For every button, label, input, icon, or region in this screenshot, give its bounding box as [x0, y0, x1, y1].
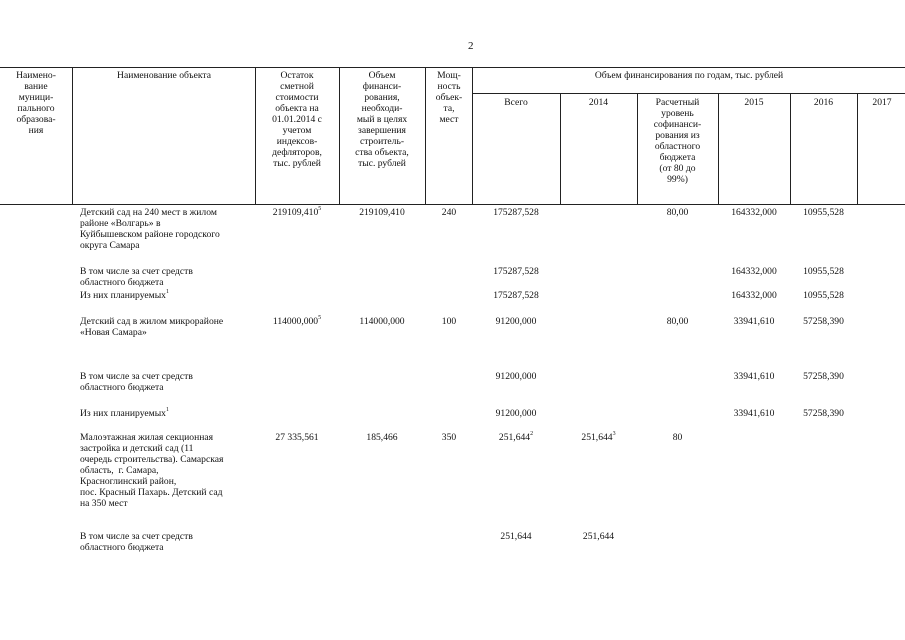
- col-divider-5: [472, 67, 473, 204]
- header-financing-volume: Объем финанси- рования, необходи- мый в целях завершения строитель- ства объекта, тыс. рублей: [355, 70, 409, 169]
- row-1-2016: 10955,528: [803, 207, 844, 218]
- col-divider-2: [255, 67, 256, 204]
- row-1-capacity: 240: [441, 207, 457, 218]
- col-divider-3: [339, 67, 340, 204]
- row-8-object-name: В том числе за счет средств областного бюджета: [80, 531, 193, 553]
- col-divider-1: [72, 67, 73, 204]
- header-object-name: Наименование объекта: [117, 70, 211, 81]
- row-7-financing-need: 185,466: [366, 432, 398, 443]
- row-4-object-name: Детский сад в жилом микрорайоне «Новая Самара»: [80, 316, 224, 338]
- row-2-total: 175287,528: [493, 266, 539, 277]
- row-2-object-name: В том числе за счет средств областного бюджета: [80, 266, 193, 288]
- row-1-cofinancing-rate: 80,00: [666, 207, 689, 218]
- row-6-2015: 33941,610: [733, 408, 775, 419]
- row-3-total: 175287,528: [493, 290, 539, 301]
- row-7-2014: 251,644$^3$: [581, 430, 616, 443]
- header-municipality: Наимено- вание муници- пального образова- ния: [16, 70, 56, 136]
- row-2-2015: 164332,000: [731, 266, 777, 277]
- col-divider-10: [857, 93, 858, 204]
- row-4-cofinancing-rate: 80,00: [666, 316, 689, 327]
- row-5-total: 91200,000: [495, 371, 537, 382]
- row-1-2015: 164332,000: [731, 207, 777, 218]
- row-7-remaining-cost: 27 335,561: [275, 432, 319, 443]
- col-divider-7: [637, 93, 638, 204]
- row-3-object-name: Из них планируемых$^1$: [80, 288, 169, 301]
- years-sub-rule: [472, 93, 905, 94]
- row-3-2016: 10955,528: [803, 290, 844, 301]
- col-divider-4: [425, 67, 426, 204]
- header-2014: 2014: [588, 97, 609, 108]
- row-5-2016: 57258,390: [803, 371, 844, 382]
- row-5-2015: 33941,610: [733, 371, 775, 382]
- header-capacity: Мощ- ность объек- та, мест: [435, 70, 463, 125]
- header-cofinancing: Расчетный уровень софинанси- рования из областного бюджета (от 80 до 99%): [653, 97, 702, 185]
- header-total: Всего: [504, 97, 528, 108]
- page-number: 2: [468, 40, 474, 52]
- row-6-2016: 57258,390: [803, 408, 844, 419]
- row-4-2015: 33941,610: [733, 316, 775, 327]
- header-2017: 2017: [872, 97, 892, 108]
- row-7-object-name: Малоэтажная жилая секционная застройка и детский сад (11 очередь строительства). Самарская область, г. Самара, Красноглинский район, пос. Красный Пахарь. Детский сад на 350 мест: [80, 432, 224, 509]
- row-7-cofinancing-rate: 80: [672, 432, 683, 443]
- header-2016: 2016: [813, 97, 834, 108]
- row-2-2016: 10955,528: [803, 266, 844, 277]
- row-4-2016: 57258,390: [803, 316, 844, 327]
- row-4-remaining-cost: 114000,000$^5$: [272, 314, 322, 327]
- col-divider-6: [560, 93, 561, 204]
- row-1-object-name: Детский сад на 240 мест в жилом районе «Волгарь» в Куйбышевском районе городского округа Самара: [80, 207, 220, 251]
- row-1-remaining-cost: 219109,410$^5$: [272, 205, 322, 218]
- row-7-capacity: 350: [441, 432, 457, 443]
- row-3-2015: 164332,000: [731, 290, 777, 301]
- row-7-total: 251,644$^2$: [498, 430, 534, 443]
- row-1-total: 175287,528: [493, 207, 539, 218]
- header-2015: 2015: [744, 97, 764, 108]
- row-1-financing-need: 219109,410: [359, 207, 405, 218]
- header-bottom-rule: [0, 204, 905, 205]
- row-4-capacity: 100: [441, 316, 457, 327]
- header-by-years: Объем финансирования по годам, тыс. рублей: [594, 70, 784, 81]
- row-8-total: 251,644: [500, 531, 532, 542]
- table-top-rule: [0, 67, 905, 68]
- col-divider-9: [790, 93, 791, 204]
- row-6-total: 91200,000: [495, 408, 537, 419]
- row-6-object-name: Из них планируемых$^1$: [80, 406, 169, 419]
- row-4-financing-need: 114000,000: [359, 316, 405, 327]
- header-remaining-cost: Остаток сметной стоимости объекта на 01.01.2014 с учетом индексов- дефляторов, тыс. рублей: [272, 70, 322, 169]
- row-4-total: 91200,000: [495, 316, 537, 327]
- col-divider-8: [718, 93, 719, 204]
- row-5-object-name: В том числе за счет средств областного бюджета: [80, 371, 193, 393]
- row-8-2014: 251,644: [582, 531, 615, 542]
